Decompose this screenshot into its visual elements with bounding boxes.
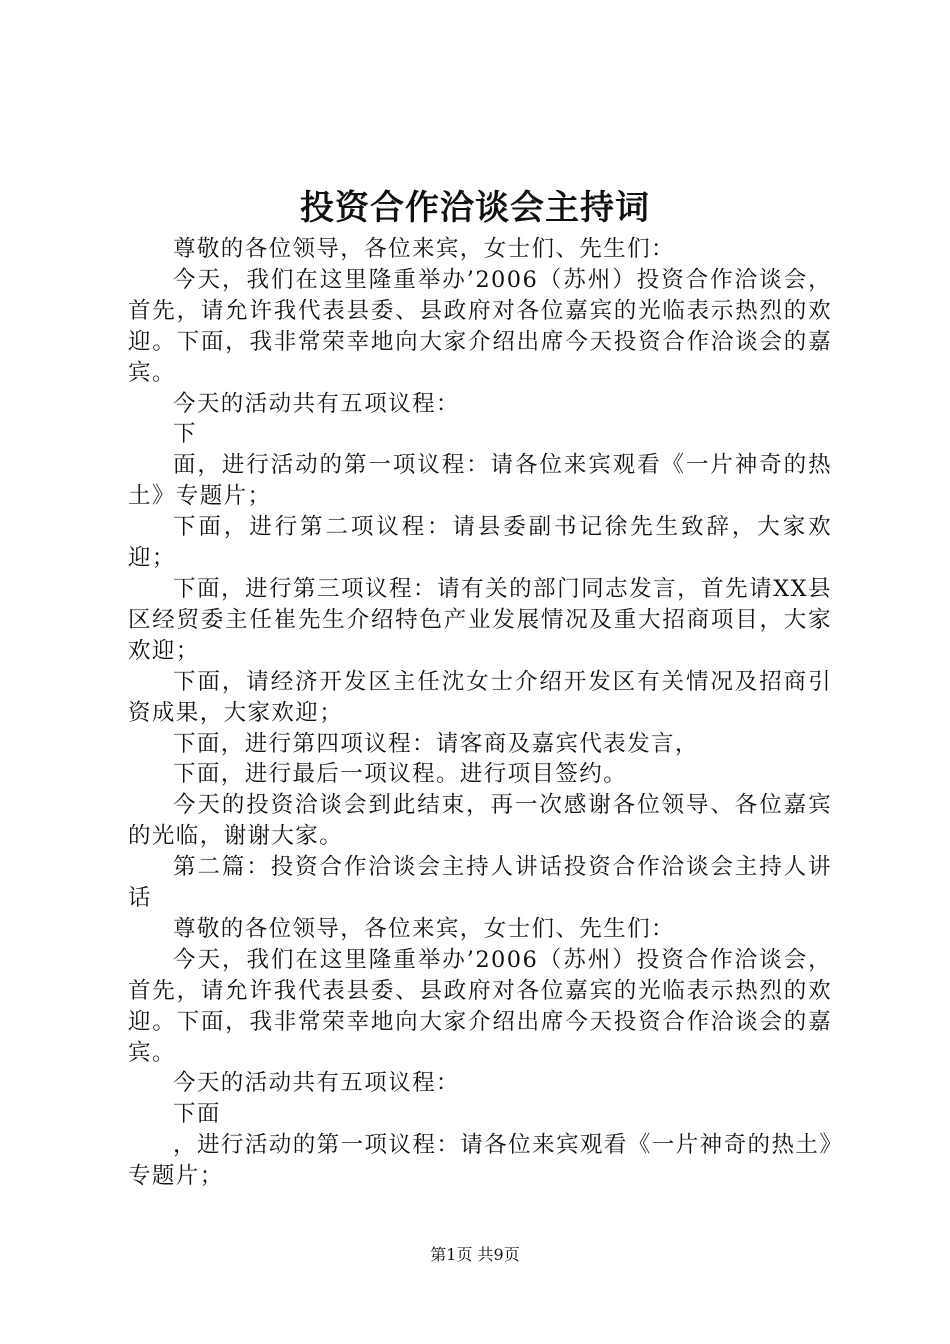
paragraph: 今天，我们在这里隆重举办’2006（苏州）投资合作洽谈会，首先，请允许我代表县委、县政府对各位嘉宾的光临表示热烈的欢迎。下面，我非常荣幸地向大家介绍出席今天投资合作洽谈会的嘉宾。 bbox=[128, 946, 832, 1066]
paragraph: 第二篇：投资合作洽谈会主持人讲话投资合作洽谈会主持人讲话 bbox=[128, 854, 832, 912]
document-title: 投资合作洽谈会主持词 bbox=[300, 188, 650, 228]
paragraph: 今天的活动共有五项议程： bbox=[173, 390, 460, 417]
page-footer: 第1页 共9页 bbox=[430, 1245, 520, 1264]
document-body bbox=[128, 234, 832, 1192]
paragraph: 下面 bbox=[173, 1101, 221, 1128]
paragraph: 下面，进行最后一项议程。进行项目签约。 bbox=[173, 761, 628, 788]
paragraph: 今天的投资洽谈会到此结束，再一次感谢各位领导、各位嘉宾的光临，谢谢大家。 bbox=[128, 792, 832, 850]
paragraph: ，进行活动的第一项议程：请各位来宾观看《一片神奇的热土》专题片； bbox=[128, 1132, 832, 1190]
paragraph: 下 bbox=[173, 421, 197, 448]
paragraph: 今天的活动共有五项议程： bbox=[173, 1070, 460, 1097]
paragraph: 下面，请经济开发区主任沈女士介绍开发区有关情况及招商引资成果，大家欢迎； bbox=[128, 668, 832, 726]
paragraph: 尊敬的各位领导，各位来宾，女士们、先生们： bbox=[173, 236, 675, 262]
paragraph: 下面，进行第四项议程：请客商及嘉宾代表发言， bbox=[173, 730, 699, 757]
paragraph: 面，进行活动的第一项议程：请各位来宾观看《一片神奇的热土》专题片； bbox=[128, 452, 832, 510]
paragraph: 今天，我们在这里隆重举办’2006（苏州）投资合作洽谈会，首先，请允许我代表县委、县政府对各位嘉宾的光临表示热烈的欢迎。下面，我非常荣幸地向大家介绍出席今天投资合作洽谈会的嘉宾。 bbox=[128, 266, 832, 386]
paragraph: 尊敬的各位领导，各位来宾，女士们、先生们： bbox=[173, 915, 675, 942]
paragraph: 下面，进行第二项议程：请县委副书记徐先生致辞，大家欢迎； bbox=[128, 514, 832, 572]
paragraph: 下面，进行第三项议程：请有关的部门同志发言，首先请XX县区经贸委主任崔先生介绍特色产业发展情况及重大招商项目，大家欢迎； bbox=[128, 575, 832, 664]
